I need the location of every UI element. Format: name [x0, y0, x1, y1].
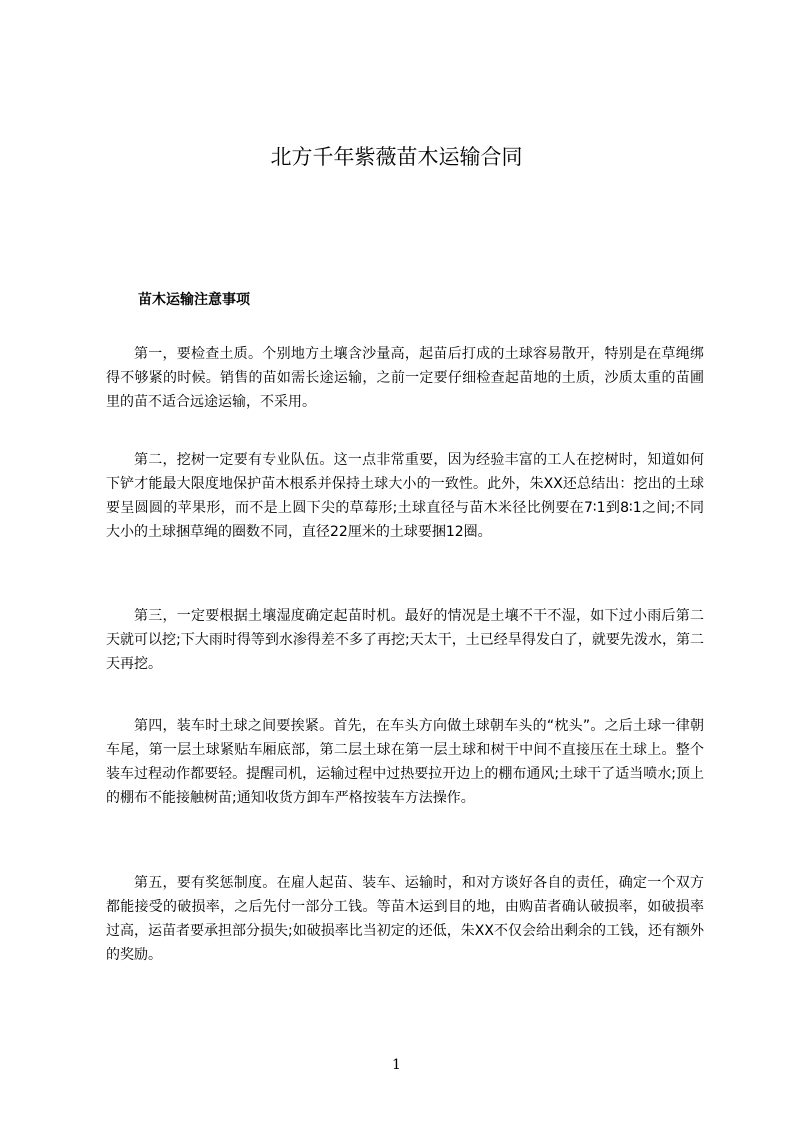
paragraph-3: 第三，一定要根据土壤湿度确定起苗时机。最好的情况是土壤不干不湿，如下过小雨后第二天就可以挖;下大雨时得等到水渗得差不多了再挖;天太干，土已经旱得发白了，就要先泼水，第二天再挖。	[106, 608, 704, 672]
section-heading: 苗木运输注意事项	[138, 292, 250, 308]
page-number: 1	[392, 1057, 401, 1073]
document-title: 北方千年紫薇苗木运输合同	[270, 145, 523, 169]
paragraph-2: 第二，挖树一定要有专业队伍。这一点非常重要，因为经验丰富的工人在挖树时，知道如何下铲才能最大限度地保护苗木根系并保持土球大小的一致性。此外，朱XX还总结出：挖出的土球要呈圆圆的苹果形，而不是上圆下尖的草莓形;土球直径与苗木米径比例要在7∶1到8∶1之间;不同大小的土球捆草绳的圈数不同，直径22厘米的土球要捆12圈。	[106, 452, 704, 540]
paragraph-1: 第一，要检查土质。个别地方土壤含沙量高，起苗后打成的土球容易散开，特别是在草绳绑得不够紧的时候。销售的苗如需长途运输，之前一定要仔细检查起苗地的土质，沙质太重的苗圃里的苗不适合远途运输，不采用。	[106, 346, 704, 410]
paragraph-5: 第五，要有奖惩制度。在雇人起苗、装车、运输时，和对方谈好各自的责任，确定一个双方都能接受的破损率，之后先付一部分工钱。等苗木运到目的地，由购苗者确认破损率，如破损率过高，运苗者要承担部分损失;如破损率比当初定的还低，朱XX不仅会给出剩余的工钱，还有额外的奖励。	[106, 875, 704, 963]
paragraph-4: 第四，装车时土球之间要挨紧。首先，在车头方向做土球朝车头的“枕头”。之后土球一律朝车尾，第一层土球紧贴车厢底部，第二层土球在第一层土球和树干中间不直接压在土球上。整个装车过程动作都要轻。提醒司机，运输过程中过热要拉开边上的棚布通风;土球干了适当喷水;顶上的棚布不能接触树苗;通知收货方卸车严格按装车方法操作。	[106, 718, 704, 806]
